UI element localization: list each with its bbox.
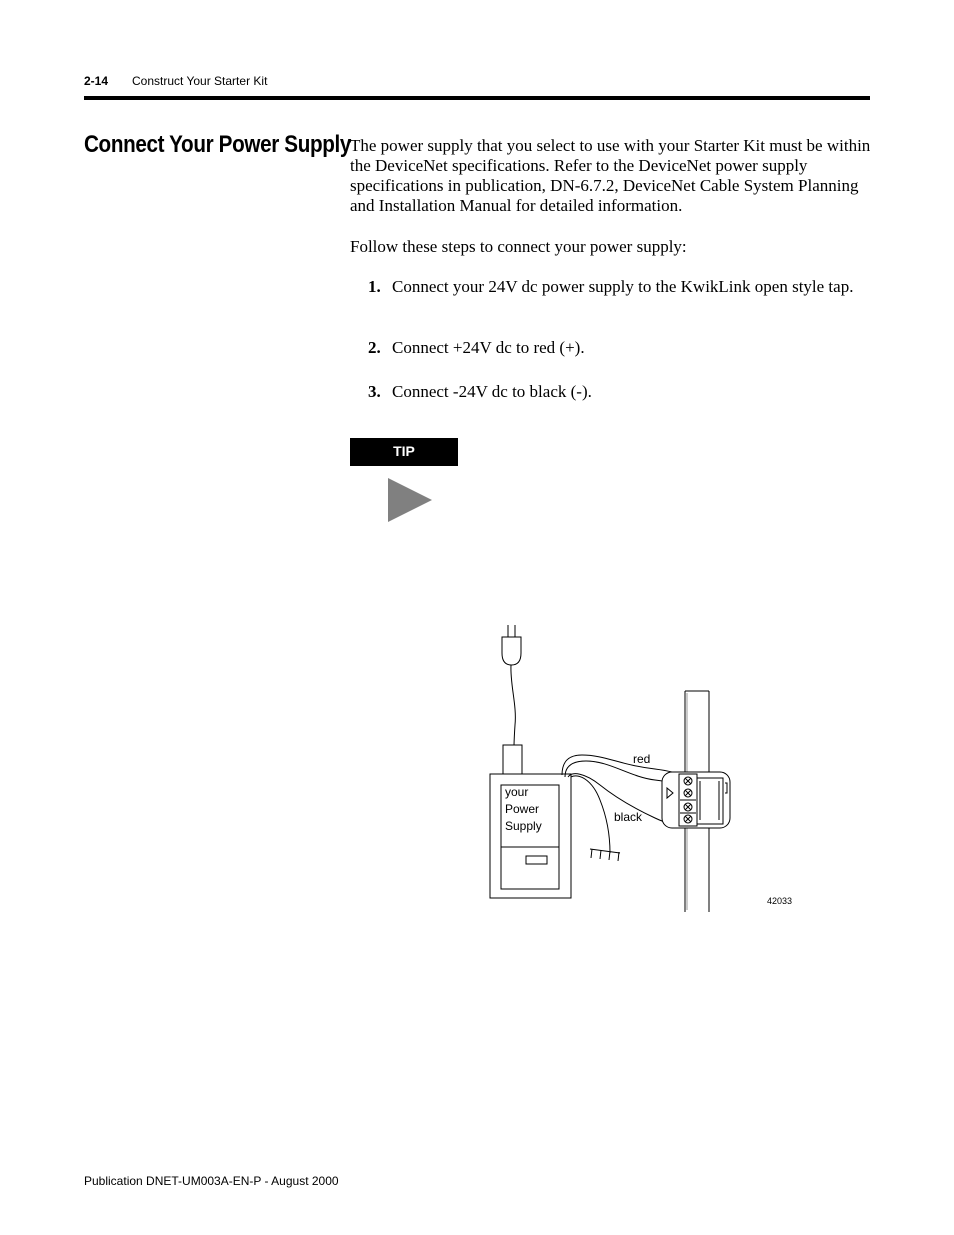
section-heading: Connect Your Power Supply <box>84 131 352 158</box>
page-footer: Publication DNET-UM003A-EN-P - August 2000 <box>84 1174 339 1188</box>
step-text: Connect -24V dc to black (-). <box>392 382 592 401</box>
steps-lead-in: Follow these steps to connect your power supply: <box>350 237 687 256</box>
step-text: Connect +24V dc to red (+). <box>392 338 585 357</box>
step-number: 2. <box>368 338 381 357</box>
tip-label: TIP <box>350 438 458 466</box>
step-number: 1. <box>368 277 381 296</box>
wiring-figure <box>470 615 810 925</box>
red-wire-label: red <box>633 752 651 766</box>
step-item <box>368 277 872 297</box>
step-text: Connect your 24V dc power supply to the KwikLink open style tap. <box>392 277 854 296</box>
black-wire-label: black <box>614 810 643 824</box>
running-title: Construct Your Starter Kit <box>132 74 268 88</box>
step-item <box>368 382 872 402</box>
wiring-diagram <box>470 615 810 925</box>
plug-icon <box>502 625 521 665</box>
step-number: 3. <box>368 382 381 401</box>
header-rule <box>84 96 870 100</box>
intro-paragraph: The power supply that you select to use with your Starter Kit must be within the DeviceNet specifications. Refer to the DeviceNet power supply specifications in publication, DN-6.7.2, DeviceNet Cable System Planning and Installation Manual for detailed information. <box>350 136 871 215</box>
page-header <box>84 72 870 92</box>
step-item <box>368 338 872 358</box>
ground-icon <box>590 849 620 861</box>
figure-number: 42033 <box>767 896 793 906</box>
tip-arrow-icon <box>388 478 432 522</box>
power-supply-label: your Power Supply <box>505 785 542 833</box>
cord-connector <box>503 745 522 774</box>
page-number: 2-14 <box>84 74 109 88</box>
kwiklink-tap-icon <box>662 772 730 828</box>
